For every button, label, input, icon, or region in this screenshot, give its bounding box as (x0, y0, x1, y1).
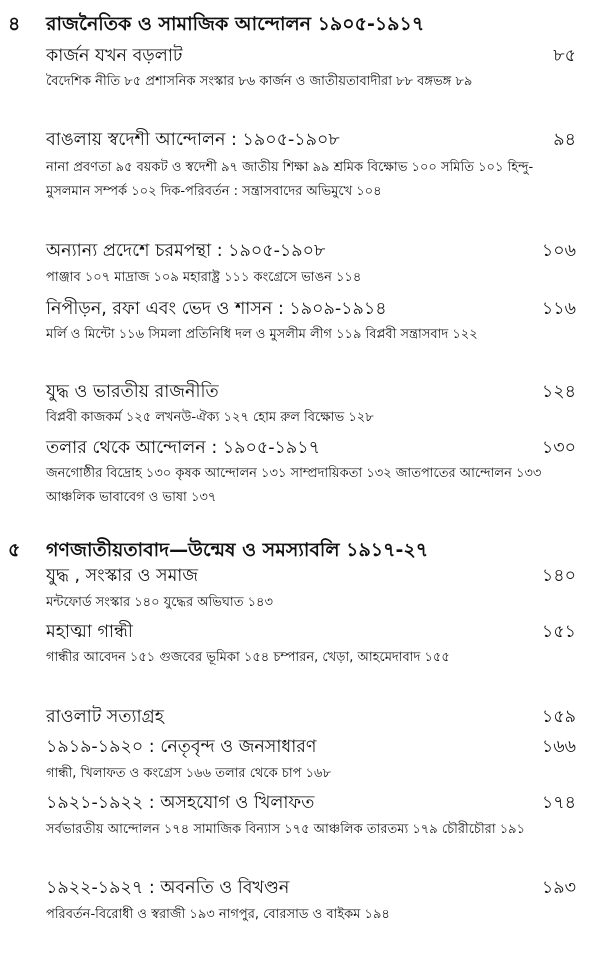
section-page: ১৬৬ (541, 737, 576, 757)
section-page: ১৩০ (541, 438, 576, 458)
section-subtopics: বৈদেশিক নীতি ৮৫ প্রশাসনিক সংস্কার ৮৬ কার্জন ও জাতীয়তাবাদীরা ৮৮ বঙ্গভঙ্গ ৮৯ (46, 74, 473, 89)
section-page: ১০৬ (541, 241, 576, 261)
section-title: ১৯১৯-১৯২০ : নেতৃবৃন্দ ও জনসাধারণ (46, 737, 317, 757)
section-subtopics: গান্ধীর আবেদন ১৫১ গুজবের ভূমিকা ১৫৪ চম্পারন, খেড়া, আহমেদাবাদ ১৫৫ (46, 650, 450, 665)
chapter-number: ৫ (8, 539, 21, 561)
section-title: ১৯২২-১৯২৭ : অবনতি ও বিখণ্ডন (46, 878, 290, 898)
section-title: যুদ্ধ , সংস্কার ও সমাজ (46, 566, 199, 586)
chapter-title: রাজনৈতিক ও সামাজিক আন্দোলন ১৯০৫-১৯১৭ (46, 13, 425, 35)
section-subtopics: গান্ধী, খিলাফত ও কংগ্রেস ১৬৬ তলার থেকে চাপ ১৬৮ (46, 766, 331, 781)
section-title: ১৯২১-১৯২২ : অসহযোগ ও খিলাফত (46, 793, 315, 813)
section-subtopics: মন্টফোর্ড সংস্কার ১৪০ যুদ্ধের অভিঘাত ১৪৩ (46, 595, 273, 610)
section-title: রাওলাট সত্যাগ্রহ (46, 707, 164, 727)
section-subtopics: সর্বভারতীয় আন্দোলন ১৭৪ সামাজিক বিন্যাস ১৭৫ আঞ্চলিক তারতম্য ১৭৯ চৌরীচৌরা ১৯১ (46, 822, 526, 837)
section-subtopics: নানা প্রবণতা ৯৫ বয়কট ও স্বদেশী ৯৭ জাতীয় শিক্ষা ৯৯ শ্রমিক বিক্ষোভ ১০০ সমিতি ১০১ হিন্দু-মুসলমান সম্পর্ক ১০২ দিক-পরিবর্তন : সন্ত্রাসবাদের অভিমুখে ১০৪ (46, 160, 534, 199)
section-page: ১২৪ (541, 382, 576, 402)
chapter-number: ৪ (8, 13, 21, 35)
section-title: কার্জন যখন বড়লাট (46, 46, 183, 66)
section-page: ১৭৪ (541, 793, 576, 813)
section-title: অন্যান্য প্রদেশে চরমপন্থা : ১৯০৫-১৯০৮ (46, 241, 326, 261)
section-title: মহাত্মা গান্ধী (46, 622, 133, 642)
section-subtopics: পাঞ্জাব ১০৭ মাদ্রাজ ১০৯ মহারাষ্ট্র ১১১ কংগ্রেসে ভাঙন ১১৪ (46, 270, 362, 285)
section-subtopics: জনগোষ্ঠীর বিদ্রোহ ১৩০ কৃষক আন্দোলন ১৩১ সাম্প্রদায়িকতা ১৩২ জাতপাতের আন্দোলন ১৩৩ আঞ্চলিক ভাবাবেগ ও ভাষা ১৩৭ (46, 466, 542, 505)
section-page: ১৫৯ (541, 707, 576, 727)
section-page: ১৯৩ (541, 878, 576, 898)
section-page: ১১৬ (541, 299, 576, 319)
section-page: ১৫১ (541, 622, 576, 642)
section-page: ১৪০ (541, 566, 576, 586)
section-title: বাঙলায় স্বদেশী আন্দোলন : ১৯০৫-১৯০৮ (46, 130, 340, 150)
chapter-title: গণজাতীয়তাবাদ—উন্মেষ ও সমস্যাবলি ১৯১৭-২৭ (46, 539, 429, 561)
section-title: যুদ্ধ ও ভারতীয় রাজনীতি (46, 382, 219, 402)
section-subtopics: পরিবর্তন-বিরোধী ও স্বরাজী ১৯৩ নাগপুর, বোরসাড ও বাইকম ১৯৪ (46, 907, 390, 922)
section-title: তলার থেকে আন্দোলন : ১৯০৫-১৯১৭ (46, 438, 320, 458)
section-subtopics: মর্লি ও মিন্টো ১১৬ সিমলা প্রতিনিধি দল ও মুসলীম লীগ ১১৯ বিপ্লবী সন্ত্রাসবাদ ১২২ (46, 327, 478, 342)
section-title: নিপীড়ন, রফা এবং ভেদ ও শাসন : ১৯০৯-১৯১৪ (46, 299, 387, 319)
section-subtopics: বিপ্লবী কাজকর্ম ১২৫ লখনউ-ঐক্য ১২৭ হোম রুল বিক্ষোভ ১২৮ (46, 410, 374, 425)
section-page: ৯৪ (553, 130, 576, 150)
section-page: ৮৫ (553, 46, 576, 66)
